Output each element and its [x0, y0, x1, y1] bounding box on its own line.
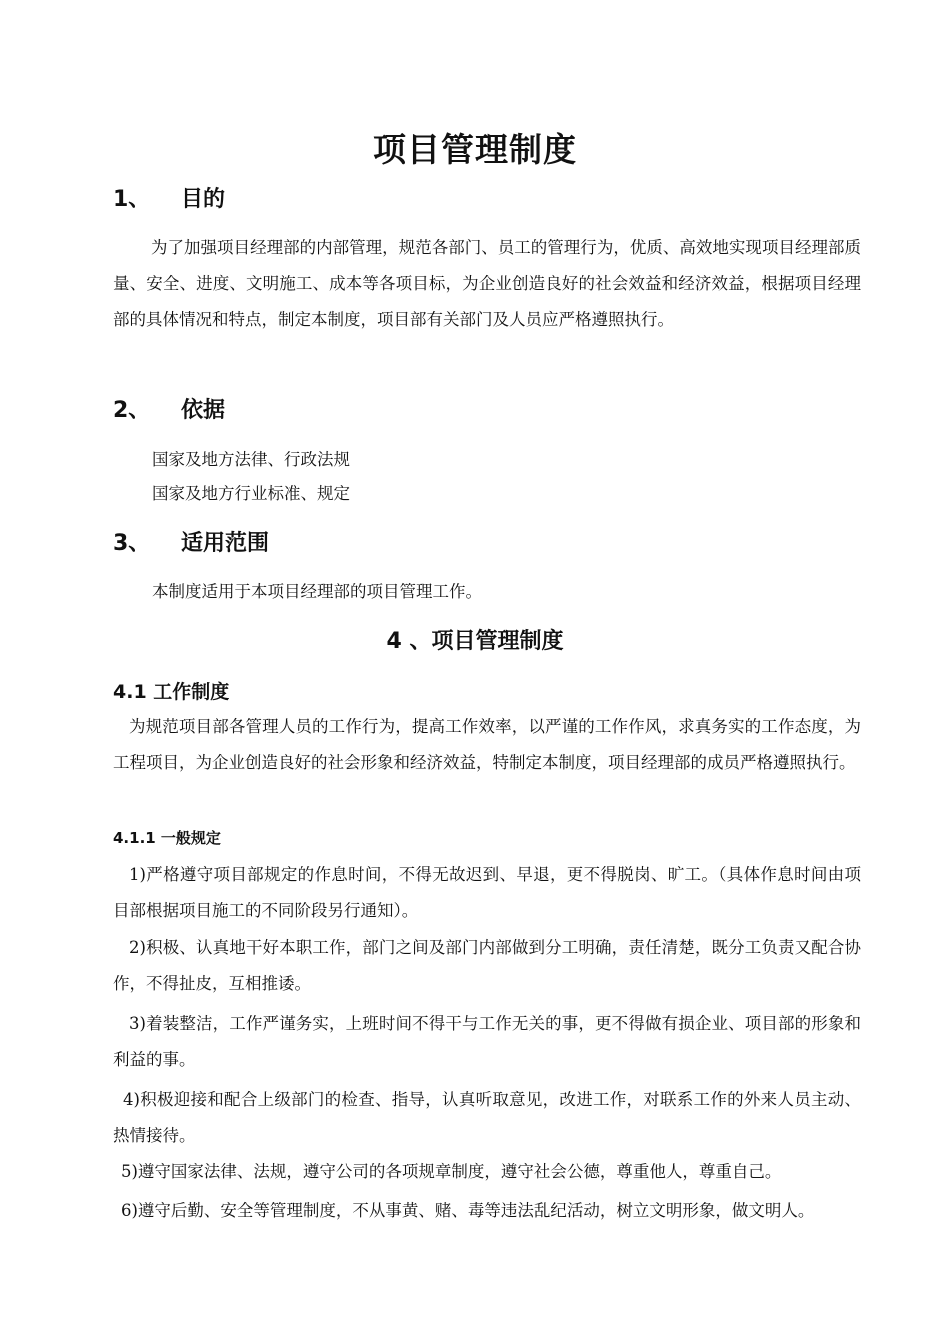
section-2-number: 2、: [113, 398, 151, 423]
section-4-heading: 4 、项目管理制度: [386, 629, 564, 654]
section-1-heading: [113, 182, 225, 213]
section-3-number: 3、: [113, 531, 151, 556]
subsection-4-1-1-heading: 4.1.1 一般规定: [113, 829, 221, 847]
rule-1: 1)严格遵守项目部规定的作息时间，不得无故迟到、早退，更不得脱岗、旷工。（具体作息时间由项目部根据项目施工的不同阶段另行通知）。: [113, 865, 861, 920]
basis-item-1: 国家及地方法律、行政法规: [152, 450, 350, 469]
subsection-4-1-heading: 4.1 工作制度: [113, 681, 230, 703]
section-2-title: 依据: [181, 398, 226, 423]
subsection-4-1-body: 为规范项目部各管理人员的工作行为，提高工作效率，以严谨的工作作风，求真务实的工作态度，为工程项目，为企业创造良好的社会形象和经济效益，特制定本制度，项目经理部的成员严格遵照执行。: [113, 717, 861, 772]
rule-6: 6)遵守后勤、安全等管理制度，不从事黄、赌、毒等违法乱纪活动，树立文明形象，做文明人。: [121, 1201, 815, 1220]
section-3-title: 适用范围: [181, 531, 270, 556]
section-3-body: 本制度适用于本项目经理部的项目管理工作。: [152, 582, 482, 601]
basis-item-2: 国家及地方行业标准、规定: [152, 484, 350, 503]
rule-5: 5)遵守国家法律、法规，遵守公司的各项规章制度，遵守社会公德，尊重他人，尊重自己。: [121, 1162, 782, 1181]
rule-2: 2)积极、认真地干好本职工作，部门之间及部门内部做到分工明确，责任清楚，既分工负责又配合协作，不得扯皮，互相推诿。: [113, 938, 861, 993]
rule-4: 4)积极迎接和配合上级部门的检查、指导，认真听取意见，改进工作，对联系工作的外来人员主动、热情接待。: [113, 1090, 861, 1145]
rule-3: 3)着装整洁，工作严谨务实，上班时间不得干与工作无关的事，更不得做有损企业、项目部的形象和利益的事。: [113, 1014, 861, 1069]
section-2-heading: [113, 393, 225, 424]
section-1-title: 目的: [181, 187, 226, 212]
section-3-heading: [113, 526, 269, 557]
section-1-number: 1、: [113, 187, 151, 212]
section-1-body: 为了加强项目经理部的内部管理，规范各部门、员工的管理行为，优质、高效地实现项目经理部质量、安全、进度、文明施工、成本等各项目标，为企业创造良好的社会效益和经济效益，根据项目经理部的具体情况和特点，制定本制度，项目部有关部门及人员应严格遵照执行。: [113, 238, 861, 329]
document-title: 项目管理制度: [373, 130, 577, 169]
